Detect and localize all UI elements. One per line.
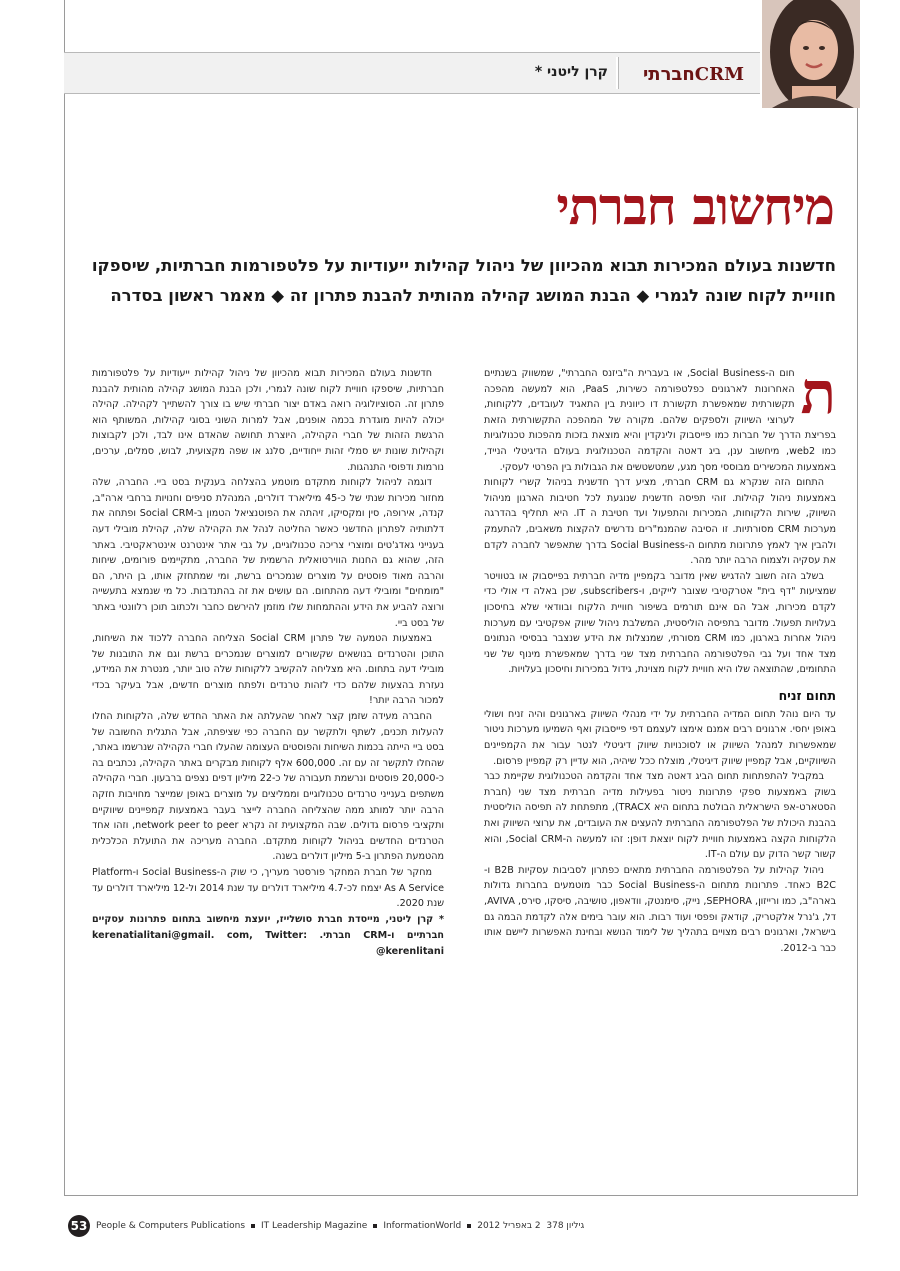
paragraph: באמצעות הטמעה של פתרון Social CRM הצליחה החברה ללכוד את השיחות, התוכן והטרנדים בנושאים שקשורים למוצרים שנמכרים ברשת וגם את התובנות של מובילי דעה בתחום. היא מצליחה להקשיב ללקוחות שלה טוב יותר, מנטרת את המידע, נעזרת בהצעות שלהם כדי לזהות טרנדים ולפתח מוצרים חדשים, אבל בעיקר בכדי למכור הרבה יותר! xyxy=(92,633,444,707)
paragraph: התחום הזה שנקרא גם CRM חברתי, מציע דרך חדשנית בניהול קשרי לקוחות באמצעות ניהול קהילות. זוהי תפיסה חדשנית שנוגעת לכל חטיבות הארגון מניהול השיווק, שירות הלקוחות, המכירות והתפעול ועד חטיבת ה IT. היא תחליף בהדרגה מערכות CRM מסורתיות. זו הסיבה שהמנמ"רים נדרשים להקצות משאבים, להתעמק ולהבין איך לאמץ פתרונות מתחום ה-Social Business בדרך שתאפשר לחברה לקדם את עסקיה ולצמוח הרבה יותר מהר. xyxy=(484,477,836,567)
paragraph: ניהול קהילות על הפלטפורמה החברתית מתאים כפתרון לסביבות עסקיות B2B ו-B2C כאחד. פתרונות מתחום ה-Social Business כבר מוטמעים בחברות גדולות בארה"ב, כמו ורייזון, SEPHORA, נייק, סימנטק, וודאפון, טושיבה, סיסקו, סירס, AVIVA, דל, ג'נרל אלקטריק, קודאק ופפסי ועוד רבות. הוא עובר בימים אלה לקדמת הבמה גם בישראל, וארגונים רבים מצויים בתהליך של לימוד הנושא ובחינת האפשרות ליישם אותו כבר ב-2012. xyxy=(484,864,836,954)
section-label xyxy=(643,60,748,88)
footer-issue: גיליון 378 ‏ 2 באפריל 2012 xyxy=(477,1221,585,1231)
bullet-icon xyxy=(251,1224,255,1228)
paragraph: דוגמה לניהול לקוחות מתקדם מוטמע בהצלחה בענקית בסט ביי. החברה, שלה מחזור מכירות שנתי של כ-45 מיליארד דולרים, המנהלת סניפים וחנויות ברחבי ארה"ב, קנדה, אירופה, סין ומקסיקו, זיהתה את הפוטנציאל הטמון ב-Social CRM ופתחה את דלתותיה לפתרון החדשני כאשר החליטה לנהל את הקהילה שלה, קהילת מובילי דעה בענייני גאדג'טים ומוצרי צריכה טכנולוגיים, על גבי אתר אינטרנט אינטראקטיבי. באתר הזה, שהוא גם החנות הווירטואלית הרשמית של החברה, מתקיימים פורומים, שיחות והרבה מאוד פוסטים על מוצרים שנמכרים ברשת, ומי שמתחזק אותו, בן היתר, הם "מומחים" ומובילי דעה מהתחום. הם עושים את זה בהתנדבות. כל מי שנמצא בתעשייה ורוצה להביע את הידע וההתמחות שלו מוזמן להירשם כחבר ולכתוב תוכן רלוונטי באתר של בסט ביי. xyxy=(92,477,444,629)
page-footer xyxy=(68,1215,828,1237)
paragraph: במקביל להתפתחות תחום הביג דאטה מצד אחד והקדמה הטכנולוגית שקיימת כבר בשוק באמצעות ספקי פתרונות ניטור בפעילות מדיה חברתית מצד שני (חברת הסטארט-אפ הישראלית הבולטת בתחום היא TRACX), מתפתחת לה תפיסה הוליסטית בהבנת היכולת של הפלטפורמה החברתית להעצים את העובדים, את ערוצי השיווק ואת הלקוחות הקצה באמצעות חוויית לקוח יוצאת דופן: זהו למעשה ה-Social CRM, והוא קשור קשר הדוק עם עולם ה-IT. xyxy=(484,771,837,861)
article-title: מיחשוב חברתי xyxy=(556,177,834,237)
paragraph: בשלב הזה חשוב להדגיש שאין מדובר בקמפיין מדיה חברתית בפייסבוק או בטוויטר שמציעות "דף בית" אטרקטיבי שצובר לייקים, ו-subscribers, שכן באלה די אולי כדי לקדם מכירות, אבל הם אינם תורמים בשיפור חוויית הלקוח ובוודאי שלא בחיסכון בעלויות תפעול. מדובר בתפיסה הוליסטית, המשלבת ניהול שיווק אפקטיבי עם מערכות ניהול אחרות בארגון, כמו CRM מסורתי, שמנצלות את הידע שנצבר בבסיסי הנתונים מצד אחד ועל גבי הפלטפורמה החברתית מצד שני בדרך שמאפשרת מינוף של שני התחומים, שהתוצאה שלו היא חוויית לקוח מצוינת, גידול במכירות וחיסכון בעלויות. xyxy=(484,570,837,676)
drop-cap: ת xyxy=(800,359,836,427)
author-name: קרן ליטני * xyxy=(534,64,608,80)
footer-site: InformationWorld xyxy=(383,1221,462,1231)
bullet-icon xyxy=(467,1224,471,1228)
paragraph: חדשנות בעולם המכירות תבוא מהכיוון של ניהול קהילות ייעודיות על פלטפורמות חברתיות, שיספקו חוויית לקוח שונה לגמרי, ולכן הבנת המושג קהילה מהותית להבנת פתרון זה. הסוציולוגיה רואה באדם יצור חברתי שיש בו צורך להשתייך לקהילה. קהילה יכולה להיות מוגדרת בכמה אופנים, אבל למרות השוני בסוגי קהילות, המשותף הוא הרגשת הזהות של חברי הקהילה, היוצרת תחושה שהאדם אינו לבד, ולכן לקבוצות וקהילות שונות יש סמלי זהות ייחודיים, סלנג או שפה מקצועית, לבוש, סמלים, ערכים, נורמות ודפוסי התנהגות. xyxy=(92,368,444,473)
paragraph: החברה מעידה שזמן קצר לאחר שהעלתה את האתר החדש שלה, הלקוחות החלו להעלות תכנים, לשתף ולתקשר עם החברה כפי שציפתה, אבל התגלית החשובה של בסט ביי הייתה בכמות השיחות והפוסטים העצומה שהעלו חברי הקהילה שנרשמו באתר, שהחלו לתקשר זה עם זה. 600,000 אלף לקוחות מבקרים באתר הקהילה, נכתבים בה כ-20,000 פוסטים ונרשמת תעבורה של כ-22 מיליון דפים נצפים ברבעון. חברי הקהילה משתפים בענייני טרנדים טכנולוגיים וממליצים על מוצרים באופן שמייצר מחויבות חזקה הרבה יותר למותג ממה שהצליחה החברה לייצר בעבר באמצעות קמפיינים שיווקיים ותקציבי פרסום גדולים. שבה המקצועית זה נקרא network peer to peer, וזהו אחד הטרנדים החדשים בניהול לקוחות מתקדם. החברה מעריכה את התועלת הכלכלית מהטמעת הפתרון ב-5 מיליון דולרים בשנה. xyxy=(92,711,445,863)
article-lead: חדשנות בעולם המכירות תבוא מהכיוון של ניהול קהילות ייעודיות על פלטפורמות חברתיות, שיספקו חוויית לקוח שונה לגמרי ◆ הבנת המושג קהילה מהותית להבנת פתרון זה ◆ מאמר ראשון בסדרה xyxy=(91,256,836,305)
section-brand: CRM xyxy=(694,63,744,85)
footer-magazine: IT Leadership Magazine xyxy=(261,1221,368,1231)
column-right xyxy=(484,359,837,956)
section-name: חברתי xyxy=(643,63,695,85)
footer-publisher: People & Computers Publications xyxy=(96,1221,246,1231)
author-photo-icon xyxy=(762,0,860,108)
header-separator xyxy=(616,57,618,89)
page-number: 53 xyxy=(68,1215,90,1237)
bullet-icon xyxy=(373,1224,377,1228)
paragraph: מחקר של חברת המחקר פורסטר מעריך, כי שוק ה-Social Business ו-Platform As A Service יצמח לכ-4.7 מיליארד דולרים עד שנת 2014 ול-12 מיליארד דולרים עד שנת 2020. xyxy=(92,867,444,910)
author-bio: * קרן ליטני, מייסדת חברת סושלייז, יועצת מיחשוב בתחום פתרונות עסקיים חברתיים ו-CRM חברתי. kerenatialitani@gmail. com, Twitter: @kerenlitani xyxy=(92,913,445,957)
paragraph: חום ה-Social Business, או בעברית ה"ביזנס החברתי", שמשווק בשנתיים האחרונות לארגונים כפלטפורמה כשירות, PaaS, הוא למעשה מהפכה תקשורתית שמאפשרת תקשורת דו כיוונית בין התאגיד לעובדים, ללקוחות, לערוצי השיווק ולספקים שלהם. מקורה של המהפכה התקשורתית הזאת בפריצת הדרך של חברות כמו פייסבוק ולינקדין והיא מוצאת בזכות מהפכות טכנולוגיות כמו web2, מיחשוב ענן, ביג דאטה והקדמה הטכנולוגית בעולם הדיגיטלי הנייד, באמצעות המכשירים מבוססי מסך מגע, שמטשטשים את הגבולות בין הפרטי לעסקי. xyxy=(484,368,836,473)
paragraph: עד היום נוהל תחום המדיה החברתית על ידי מנהלי השיווק בארגונים והיה זניח ושולי באופן יחסי. ארגונים רבים אמנם אימצו לעצמם דפי פייסבוק ואף השמיעו מערכות ניטור שמאפשרות למנהל השיווק או לסוכנויות שיווק דיגיטלי לנטר עבור את הקמפיינים השיווקיים, אבל קמפיין שיווק דיגיטלי, מוצלח ככל שיהיה, הוא עדיין רק קמפיין פרסום. xyxy=(484,708,836,767)
subheading: תחום זניח xyxy=(778,687,836,703)
column-left xyxy=(92,366,444,960)
author-photo xyxy=(760,0,860,108)
